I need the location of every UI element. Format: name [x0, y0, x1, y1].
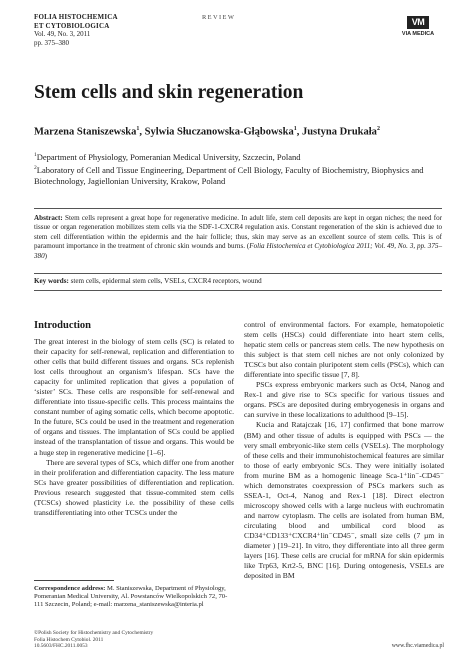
keywords [34, 277, 442, 285]
author-affiliation-mark: 1 [136, 126, 140, 132]
publisher-logo-mark: VM [407, 16, 429, 29]
section-heading-introduction: Introduction [34, 320, 91, 331]
body-paragraph: Kucia and Ratajczak [16, 17] confirmed that bone marrow (BM) and other tissue of adults is equipped with PSCs — the very small embryonic-like stem cells (VSELs). The morphology of these cells and their immunohistochemical features are similar to those of early embryonic SCs. They were initially isolated from murine BM as a homogenic lineage Sca-1⁺lin⁻-CD45⁻ which demonstrates coexpression of PSCs markers such as SSEA-1, Oct-4, Nanog and Rex-1 [18]. Direct electron microscopy showed cells with a large nucleus with euchromatin and narrow cytoplasm. The cells are isolated from human BM, circulating blood and umbilical cord blood as CD34⁺CD133⁺CXCR4⁺lin⁻CD45⁻, small size cells (7 µm in diameter ) [19–21]. In vitro, they differentiate into all three germ layers [16]. These cells are crucial for mRNA for skin epidermis like Trp63, Krt2-5, BNC [16]. During ontogenesis, VSELs are deposited in BM [244, 420, 444, 581]
keywords-label: Key words: [34, 277, 69, 285]
doi-line: 10.5603/FHC.2011.0053 [34, 643, 88, 650]
publisher-logo [398, 12, 438, 37]
affiliation-number: 1 [34, 152, 37, 158]
journal-volume: Vol. 49, No. 3, 2011 [34, 30, 91, 39]
journal-name-line1: FOLIA HISTOCHEMICA [34, 13, 118, 21]
abstract [34, 214, 442, 261]
affiliation-2 [34, 163, 444, 187]
abstract-citation-close: ) [44, 251, 48, 260]
keywords-rule [34, 273, 442, 274]
author-name: Sylwia Słuczanowska-Głąbowska [144, 126, 294, 138]
body-column-left [34, 337, 234, 518]
journal-header [34, 13, 118, 47]
affiliation-text: Department of Physiology, Pomeranian Medical University, Szczecin, Poland [36, 151, 301, 162]
affiliation-number: 2 [34, 165, 37, 171]
keywords-bottom-rule [34, 290, 442, 291]
author-name: Marzena Staniszewska [34, 126, 137, 138]
abstract-top-rule [34, 208, 442, 209]
body-paragraph: The great interest in the biology of stem cells (SC) is related to their capacity for self-renewal, replication and differentiation to other cells that build different tissues and organs. SCs replenish lost cells throughout an organism’s lifespan. SCs have the capacity for unlimited replication that gives a population of ‘sister’ SCs. These cells are responsible for self-renewal and differentiate into tissue-specific cells. This process maintains the constant number of aging somatic cells, which become apoptotic. In the future, SCs could be used in the treatment and regeneration of organs and tissues. The implantation of SCs could be applied instead of the transplantation of tissue and organs. This would be a huge step in regenerative medicine [1–6]. [34, 337, 234, 457]
affiliation-text: Laboratory of Cell and Tissue Engineering, Department of Cell Biology, Faculty of Biochemistry, Biophysics and Biotechnology, Jagiellonian University, Krakow, Poland [34, 164, 424, 186]
footnote-rule [34, 580, 114, 581]
journal-url[interactable]: www.fhc.viamedica.pl [391, 643, 444, 649]
journal-pages: pp. 375–380 [34, 38, 69, 47]
copyright-line: ©Polish Society for Histochemistry and Cytochemistry [34, 630, 154, 636]
correspondence-text: M. Staniszewska, Department of Physiology, Pomeranian Medical University, Al. Powstanców Wielkopolskich 72, 70-111 Szczecin, Poland; e-mail: marzena_staniszewska@interia.pl [34, 585, 228, 609]
correspondence-address [34, 585, 234, 610]
body-column-right [244, 320, 444, 581]
body-paragraph: PSCs express embryonic markers such as Oct4, Nanog and Rex-1 and give rise to SCs specific for various tissues and organs. PSCs are deposited during embryogenesis in organs and can survive in these localizations to adulthood [9–15]. [244, 380, 444, 420]
author-list: Marzena Staniszewska$^1$, Sylwia Słuczanowska-Głąbowska$^1$, Justyna Drukała$^2$ [34, 126, 380, 138]
author-affiliation-mark: 2 [376, 126, 380, 132]
author-name: Justyna Drukała [301, 126, 377, 138]
abstract-text: Stem cells represent a great hope for regenerative medicine. In adult life, stem cell deposits are kept in organ niches; the need for tissue or organ regeneration mobilizes stem cells via the SDF-1-CXCR4 regulation axis. Constant regeneration of the skin is achieved due to stem cell differentiation within the epidermis and the hair follicle; thus, skin may serve as an excellent source of stem cells. This is of paramount importance in the treatment of chronic skin wounds and burns. ( [34, 214, 442, 251]
article-type: REVIEW [202, 14, 236, 21]
copyright-footer [34, 630, 153, 650]
publisher-name: VIA MEDICA [401, 31, 435, 37]
article-title: Stem cells and skin regeneration [34, 82, 304, 103]
body-paragraph: control of environmental factors. For example, hematopoietic stem cells (HSCs) could differentiate into heart stem cells, hepatic stem cells or pancreas stem cells. The new hypothesis on this subject is that stem cell niches are not only colonized by TCSCs but also contain pluripotent stem cells (PSCs), which can differentiate into specific tissue [7, 8]. [244, 320, 444, 380]
journal-name-line2: ET CYTOBIOLOGICA [34, 21, 110, 30]
journal-abbrev-line: Folia Histochem Cytobiol. 2011 [34, 636, 104, 643]
abstract-citation: Folia Histochemica et Cytobiologica 2011; Vol. 49, No. 3, pp. 375–380 [34, 242, 442, 260]
author-affiliation-mark: 1 [293, 126, 297, 132]
abstract-label: Abstract: [34, 214, 63, 222]
correspondence-label: Correspondence address: [34, 585, 106, 592]
keywords-text: stem cells, epidermal stem cells, VSELs, CXCR4 receptors, wound [68, 277, 262, 285]
body-paragraph: There are several types of SCs, which differ one from another in their proliferation and differentiation capacity. The less mature SCs have greater possibilities of differentiation and replication. Previous research suggested that tissue-commited stem cells (TCSCs) showed plasticity i.e. the possibility of these cells transdifferentiating into other TCSCs under the [34, 457, 234, 517]
affiliation-1 [34, 150, 444, 163]
